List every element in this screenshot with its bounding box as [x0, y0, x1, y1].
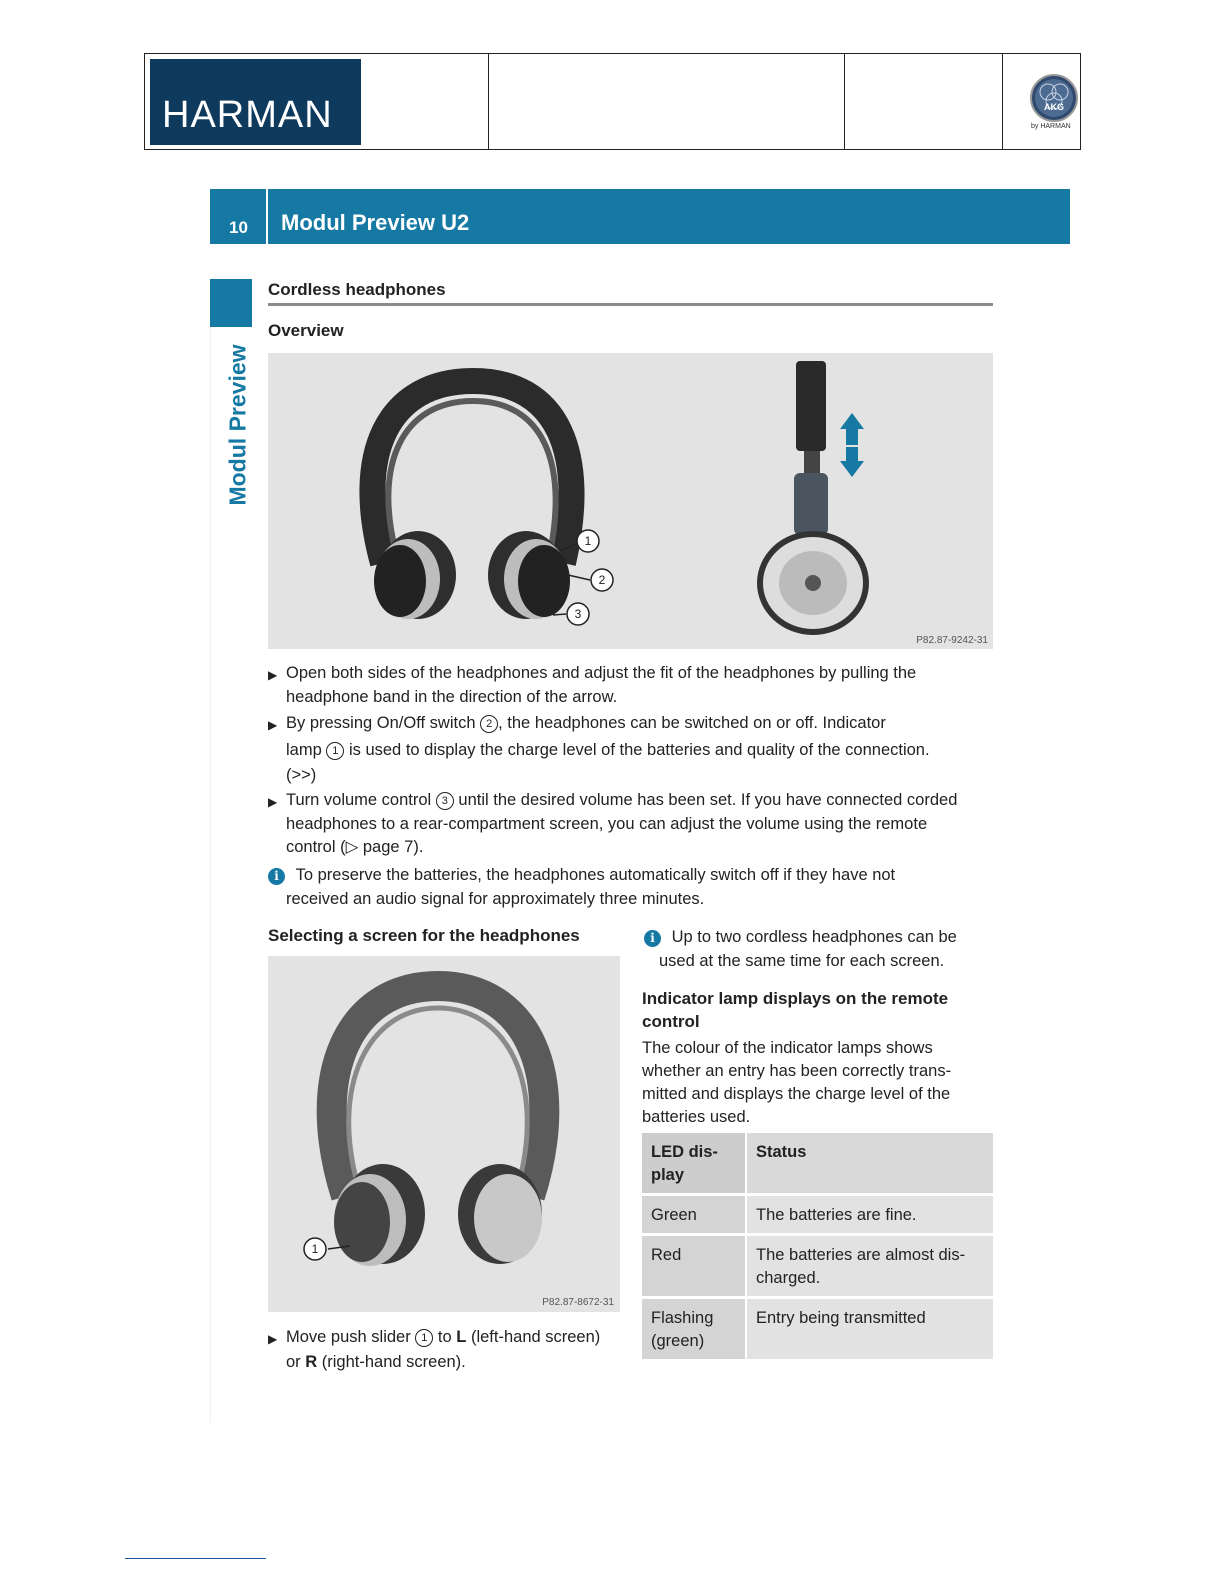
bullet-icon: ▶ [268, 718, 278, 732]
callout-ref: 1 [326, 742, 344, 760]
header-divider [1002, 54, 1003, 149]
info-icon: i [644, 930, 661, 947]
step-text: headphones to a rear-compartment screen, you can adjust the volume using the remote [286, 814, 928, 833]
overview-heading: Overview [268, 321, 344, 340]
step-text: By pressing On/Off switch [286, 714, 476, 732]
step-2 [268, 712, 1008, 788]
side-guide-line [210, 327, 211, 1422]
cross-ref-link[interactable]: (>>) [286, 766, 317, 784]
table-cell: The batteries are fine. [745, 1193, 993, 1233]
callout-ref: 2 [480, 715, 498, 733]
step-text: headphone band in the direction of the arrow. [286, 687, 618, 706]
callout-1: 1 [584, 534, 592, 548]
led-status-table [642, 1133, 993, 1359]
info-icon: i [268, 868, 285, 885]
callout-1: 1 [311, 1242, 319, 1256]
table-cell: Entry being transmitted [745, 1296, 993, 1359]
step-text: is used to display the charge level of the batteries and quality of the connection. [348, 740, 930, 759]
akg-logo-icon [1030, 74, 1078, 122]
callout-3: 3 [574, 607, 582, 621]
table-cell: The batteries are almost dis- charged. [745, 1233, 993, 1296]
side-tab-marker [210, 279, 252, 327]
footer-link-line [125, 1558, 266, 1559]
table-header-cell: Status [745, 1133, 993, 1193]
akg-by-harman: by HARMAN [1031, 123, 1071, 130]
table-cell: Green [642, 1193, 745, 1233]
overview-figure [268, 353, 993, 649]
table-header-cell: LED dis- play [642, 1133, 745, 1193]
indicator-heading: Indicator lamp displays on the remote control [642, 989, 949, 1031]
table-row [642, 1193, 993, 1233]
info-text: To preserve the batteries, the headphones automatically switch off if they have not [295, 866, 896, 884]
bullet-icon: ▶ [268, 668, 278, 682]
akg-text: AKG [1044, 102, 1064, 112]
table-row [642, 1233, 993, 1296]
section-rule [268, 303, 993, 306]
step-text: until the desired volume has been set. If you have connected corded [458, 791, 958, 809]
side-tab-label: Modul Preview [224, 344, 251, 506]
step-3 [268, 789, 1008, 860]
headphones-side-illustration [268, 956, 620, 1312]
step-1 [268, 662, 1008, 709]
callout-2: 2 [598, 573, 606, 587]
selecting-heading: Selecting a screen for the headphones [268, 926, 580, 945]
headphones-illustration [268, 353, 993, 649]
bullet-icon: ▶ [268, 1332, 278, 1346]
table-cell: Flashing (green) [642, 1296, 745, 1359]
header-divider [844, 54, 845, 149]
bullet-icon: ▶ [268, 795, 278, 809]
chapter-title: Modul Preview U2 [281, 210, 470, 235]
right-info-note: i Up to two cordless headphones can be used at the same time for each screen. [644, 926, 994, 973]
step-text: Turn volume control [286, 791, 432, 809]
page-number: 10 [229, 218, 248, 237]
figure-code: P82.87-8672-31 [542, 1297, 614, 1308]
header-divider [488, 54, 489, 149]
info-text: received an audio signal for approximately three minutes. [286, 889, 705, 908]
harman-logo: HARMAN [150, 59, 361, 145]
section-title: Cordless headphones [268, 280, 446, 299]
info-note [268, 864, 1008, 911]
selector-figure [268, 956, 620, 1312]
indicator-description: The colour of the indicator lamps shows whether an entry has been correctly trans- mitted and displays the charge level of the batteries used. [642, 1039, 952, 1126]
step-text: Open both sides of the headphones and adjust the fit of the headphones by pulling the [286, 664, 917, 682]
table-header-row [642, 1133, 993, 1193]
step-text: control (▷ page 7). [286, 838, 424, 856]
step-text: , the headphones can be switched on or off. Indicator [498, 714, 886, 732]
table-cell: Red [642, 1233, 745, 1296]
table-row [642, 1296, 993, 1359]
figure-code: P82.87-9242-31 [916, 635, 988, 646]
callout-ref: 1 [415, 1329, 433, 1347]
step-text: lamp [286, 740, 322, 759]
selector-step: ▶ Move push slider 1 to L (left-hand screen) or R (right-hand screen). [268, 1328, 601, 1371]
callout-ref: 3 [436, 792, 454, 810]
